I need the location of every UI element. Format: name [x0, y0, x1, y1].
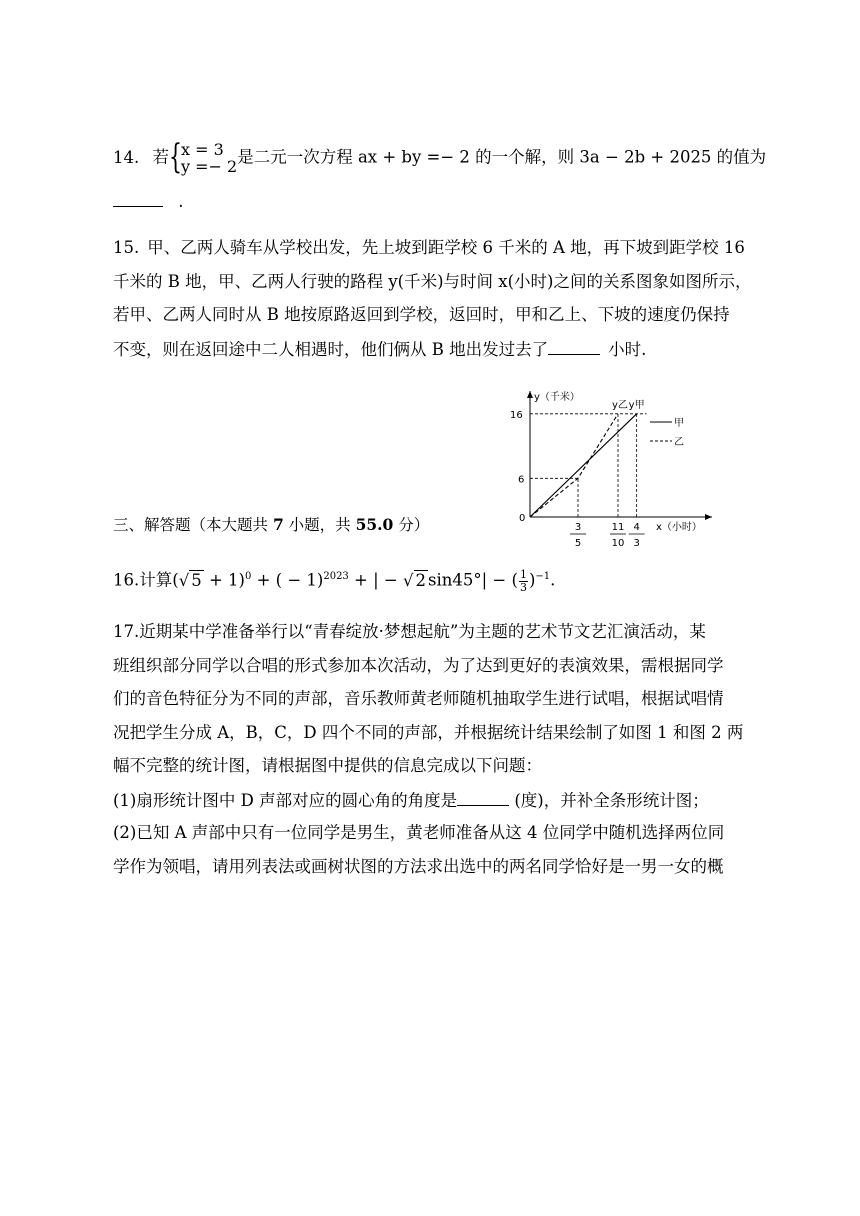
q17-line4: 况把学生分成 A，B，C，D 四个不同的声部，并根据统计结果绘制了如图 1 和图 2 两 [113, 723, 744, 742]
x-tick-den: 10 [611, 538, 625, 549]
exp-neg1: −1 [535, 571, 551, 582]
q17-line1: 17.近期某中学准备举行以“青春绽放·梦想起航”为主题的艺术节文艺汇演活动，某 [113, 622, 706, 641]
series-label-jia: y甲 [628, 399, 645, 411]
radicand-2: 2 [415, 570, 427, 590]
answer-blank [113, 190, 163, 207]
x-tick-num: 4 [633, 522, 640, 533]
q17-line3: 们的音色特征分为不同的声部，音乐教师黄老师随机抽取学生进行试唱，根据试唱情 [113, 689, 724, 708]
section-3-heading [113, 514, 429, 536]
x-tick-num: 3 [574, 522, 582, 533]
q14-text: 是二元一次方程 ax + by =− 2 的一个解，则 3a − 2b + 2025 的值为 [237, 147, 767, 167]
exp-0: 0 [244, 571, 252, 582]
equation-system [169, 137, 238, 177]
eq-y: y =− 2 [181, 157, 238, 176]
q16-part5: ) [528, 570, 536, 590]
q16-part1: + 1) [203, 570, 245, 590]
section-suffix: 分） [393, 516, 430, 534]
answer-blank [548, 338, 600, 355]
q16-prefix: 16.计算( [113, 570, 179, 590]
y-tick-label: 16 [510, 409, 523, 421]
legend-label: 甲 [674, 418, 684, 429]
q15-text-line1: 甲、乙两人骑车从学校出发，先上坡到距学校 6 千米的 A 地，再下坡到距学校 16 [147, 238, 745, 257]
q17-line8: 学作为领唱，请用列表法或画树状图的方法求出选中的两名同学恰好是一男一女的概 [113, 857, 724, 876]
sqrt-2: √ 2 [403, 570, 427, 590]
answer-blank [457, 789, 509, 806]
section-count: 7 [272, 515, 284, 534]
x-tick-fraction [610, 522, 626, 549]
q14-line2 [113, 190, 184, 213]
q17-line5: 幅不完整的统计图，请根据图中提供的信息完成以下问题： [113, 756, 542, 775]
y-axis-arrow-icon [527, 391, 533, 398]
brace-icon: { [169, 137, 182, 177]
y-tick-label: 6 [518, 474, 525, 486]
q17-line6 [113, 789, 709, 812]
q15-line1 [113, 237, 745, 259]
q17-line7: (2)已知 A 声部中只有一位同学是男生，黄老师准备从这 4 位同学中随机选择两位同 [113, 823, 725, 842]
q14-line1 [113, 137, 767, 177]
q16-part4: sin45°| − ( [428, 570, 518, 590]
q17-part1-text: (1)扇形统计图中 D 声部对应的圆心角的角度是 [113, 791, 458, 810]
series-line-甲 [530, 414, 637, 517]
frac-den: 3 [519, 580, 527, 594]
q14-tail: . [178, 192, 184, 211]
section-mid: 小题，共 [283, 516, 356, 534]
x-tick-fraction [570, 522, 586, 549]
x-tick-num: 11 [611, 522, 625, 533]
fraction-one-third [519, 569, 528, 594]
distance-time-chart [490, 383, 720, 555]
x-axis-arrow-icon [705, 514, 712, 520]
origin-label: 0 [519, 513, 526, 524]
frac-num: 1 [519, 567, 527, 581]
series-label-yi: y乙 [612, 399, 628, 411]
x-tick-den: 3 [633, 538, 640, 549]
q15-tail: 小时. [608, 340, 647, 359]
q15-line2: 千米的 B 地，甲、乙两人行驶的路程 y(千米)与时间 x(小时)之间的关系图象如图所示， [113, 272, 752, 291]
q15-line4 [113, 338, 646, 361]
radicand-5: 5 [191, 570, 202, 590]
q17-line2: 班组织部分同学以合唱的形式参加本次活动，为了达到更好的表演效果，需根据同学 [113, 656, 724, 675]
sqrt-5: √ 5 [178, 570, 202, 590]
section-prefix: 三、解答题（本大题共 [113, 516, 273, 534]
x-tick-den: 5 [574, 538, 582, 549]
x-tick-fraction [629, 522, 645, 549]
q17-part1-tail: (度)，并补全条形统计图； [509, 791, 709, 810]
y-axis-label: y（千米） [534, 392, 580, 403]
q16-part2: + ( − 1) [251, 570, 324, 590]
series-line-乙 [530, 414, 618, 517]
q16-part3: + | − [348, 570, 403, 590]
q15-line3: 若甲、乙两人同时从 B 地按原路返回到学校，返回时，甲和乙上、下坡的速度仍保持 [113, 305, 730, 324]
q14-number: 14. [113, 147, 140, 167]
section-score: 55.0 [355, 515, 394, 534]
q15-text-line4: 不变，则在返回途中二人相遇时，他们俩从 B 地出发过去了 [113, 340, 549, 359]
chart-series-group [530, 414, 637, 517]
exp-2023: 2023 [323, 571, 349, 582]
q15-number: 15. [113, 238, 140, 257]
q16-line [113, 566, 555, 594]
q16-tail: . [550, 570, 556, 590]
eq-x: x = 3 [181, 140, 224, 159]
legend-label: 乙 [674, 437, 684, 448]
q14-prefix: 若 [152, 147, 169, 167]
x-axis-label: x（小时） [656, 522, 702, 533]
